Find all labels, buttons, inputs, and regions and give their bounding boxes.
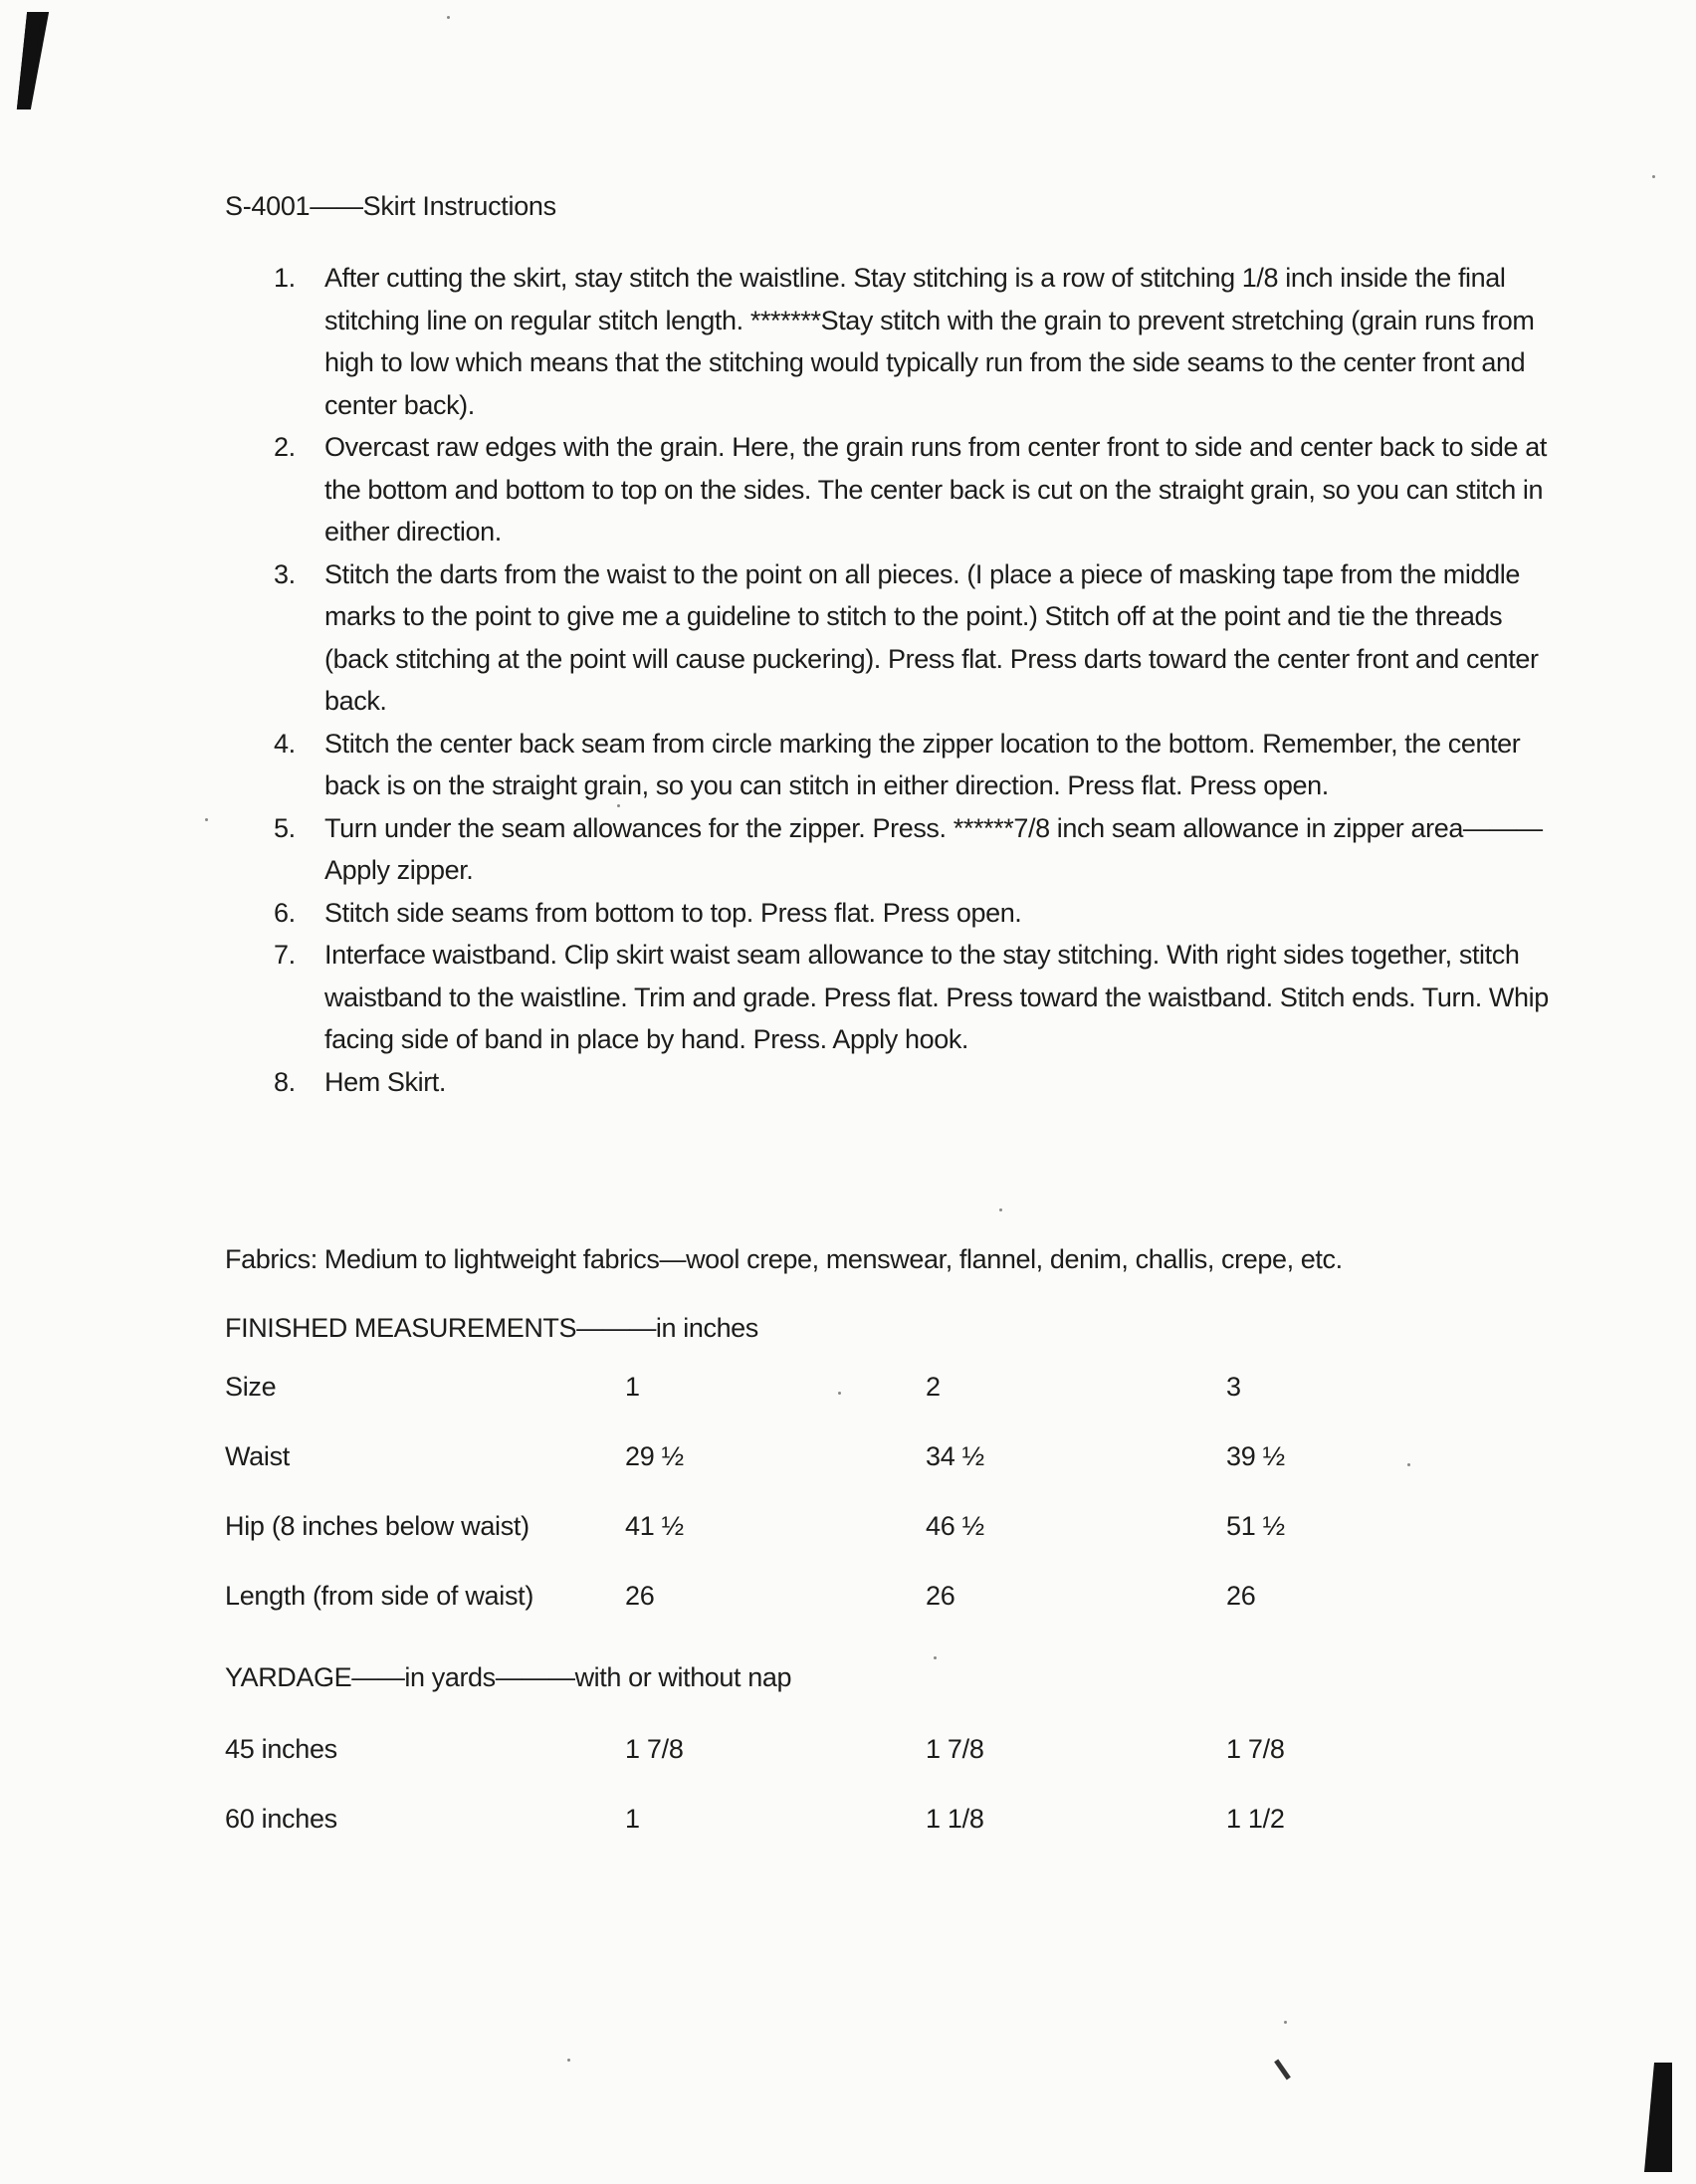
- instruction-step: [269, 1061, 1553, 1104]
- size-1-value: 1: [625, 1804, 640, 1834]
- scan-speck: [1284, 2021, 1287, 2024]
- size-2-value: 34 ½: [926, 1441, 984, 1471]
- instruction-step: [269, 426, 1553, 553]
- row-label: 45 inches: [225, 1734, 337, 1764]
- step-text: Stitch the center back seam from circle marking the zipper location to the bottom. Remember, the center back is on the straight grain, so you can stitch in either direction. Press flat. Press open.: [324, 728, 1521, 800]
- size-1-value: 1: [625, 1372, 640, 1402]
- table-row: [225, 1734, 1370, 1804]
- step-number: 8.: [274, 1066, 296, 1097]
- step-text: Interface waistband. Clip skirt waist seam allowance to the stay stitching. With right sides together, stitch waistband to the waistline. Trim and grade. Press flat. Press toward the waistband. Stitch ends. Turn. Whip facing side of band in place by hand. Press. Apply hook.: [324, 940, 1549, 1054]
- instruction-step: [269, 892, 1553, 935]
- row-label: Waist: [225, 1441, 290, 1471]
- scan-edge-mark: [17, 12, 49, 109]
- size-1-value: 41 ½: [625, 1511, 684, 1541]
- row-label: Length (from side of waist): [225, 1581, 534, 1611]
- size-3-value: 51 ½: [1226, 1511, 1285, 1541]
- document-title: S-4001——Skirt Instructions: [225, 191, 556, 221]
- measurements-table: [225, 1372, 1370, 1650]
- step-number: 6.: [274, 897, 296, 928]
- finished-measurements-heading: FINISHED MEASUREMENTS———in inches: [225, 1313, 758, 1343]
- instruction-step: [269, 934, 1553, 1061]
- table-row: [225, 1804, 1370, 1873]
- instruction-step: [269, 723, 1553, 807]
- size-2-value: 46 ½: [926, 1511, 984, 1541]
- yardage-heading: YARDAGE——in yards———with or without nap: [225, 1662, 792, 1692]
- scan-speck: [1652, 175, 1655, 178]
- step-number: 2.: [274, 432, 296, 462]
- step-number: 3.: [274, 558, 296, 589]
- instruction-step: [269, 807, 1553, 892]
- step-text: Turn under the seam allowances for the zipper. Press. ******7/8 inch seam allowance in zipper area———Apply zipper.: [324, 812, 1543, 885]
- scan-speck-mark: [1274, 2060, 1291, 2080]
- step-number: 7.: [274, 940, 296, 970]
- scan-speck: [567, 2059, 570, 2062]
- size-2-value: 1 1/8: [926, 1804, 984, 1834]
- size-2-value: 1 7/8: [926, 1734, 984, 1764]
- step-text: Overcast raw edges with the grain. Here, the grain runs from center front to side and center back to side at the bottom and bottom to top on the sides. The center back is cut on the straight grain, so you can stitch in either direction.: [324, 432, 1547, 546]
- size-3-value: 26: [1226, 1581, 1256, 1611]
- step-text: After cutting the skirt, stay stitch the waistline. Stay stitching is a row of stitching 1/8 inch inside the final stitching line on regular stitch length. *******Stay stitch with the grain to prevent stretching (grain runs from high to low which means that the stitching would typically run from the side seams to the center front and center back).: [324, 263, 1535, 420]
- row-label: 60 inches: [225, 1804, 337, 1834]
- scan-speck: [447, 16, 450, 19]
- scan-speck: [934, 1656, 937, 1659]
- scan-speck: [999, 1208, 1002, 1211]
- size-1-value: 26: [625, 1581, 655, 1611]
- step-number: 1.: [274, 263, 296, 293]
- size-2-value: 2: [926, 1372, 941, 1402]
- instruction-step: [269, 257, 1553, 426]
- step-text: Stitch side seams from bottom to top. Press flat. Press open.: [324, 897, 1022, 928]
- fabrics-note: Fabrics: Medium to lightweight fabrics—wool crepe, menswear, flannel, denim, challis, crepe, etc.: [225, 1244, 1343, 1274]
- yardage-table: [225, 1734, 1370, 1873]
- scan-edge-mark: [1644, 2063, 1672, 2172]
- step-text: Hem Skirt.: [324, 1066, 447, 1097]
- table-row: [225, 1372, 1370, 1441]
- size-3-value: 1 7/8: [1226, 1734, 1285, 1764]
- table-row: [225, 1581, 1370, 1650]
- step-number: 4.: [274, 728, 296, 759]
- size-3-value: 1 1/2: [1226, 1804, 1285, 1834]
- size-3-value: 3: [1226, 1372, 1241, 1402]
- table-row: [225, 1441, 1370, 1511]
- size-2-value: 26: [926, 1581, 955, 1611]
- step-number: 5.: [274, 812, 296, 843]
- size-1-value: 1 7/8: [625, 1734, 684, 1764]
- table-row: [225, 1511, 1370, 1581]
- size-3-value: 39 ½: [1226, 1441, 1285, 1471]
- scan-speck: [205, 818, 208, 821]
- instruction-step: [269, 553, 1553, 723]
- instruction-list: [269, 257, 1553, 1103]
- row-label: Size: [225, 1372, 277, 1402]
- row-label: Hip (8 inches below waist): [225, 1511, 530, 1541]
- scan-speck: [1407, 1463, 1410, 1466]
- size-1-value: 29 ½: [625, 1441, 684, 1471]
- step-text: Stitch the darts from the waist to the point on all pieces. (I place a piece of masking tape from the middle marks to the point to give me a guideline to stitch to the point.) Stitch off at the point and tie the threads (back stitching at the point will cause puckering). Press flat. Press darts toward the center front and center back.: [324, 558, 1539, 716]
